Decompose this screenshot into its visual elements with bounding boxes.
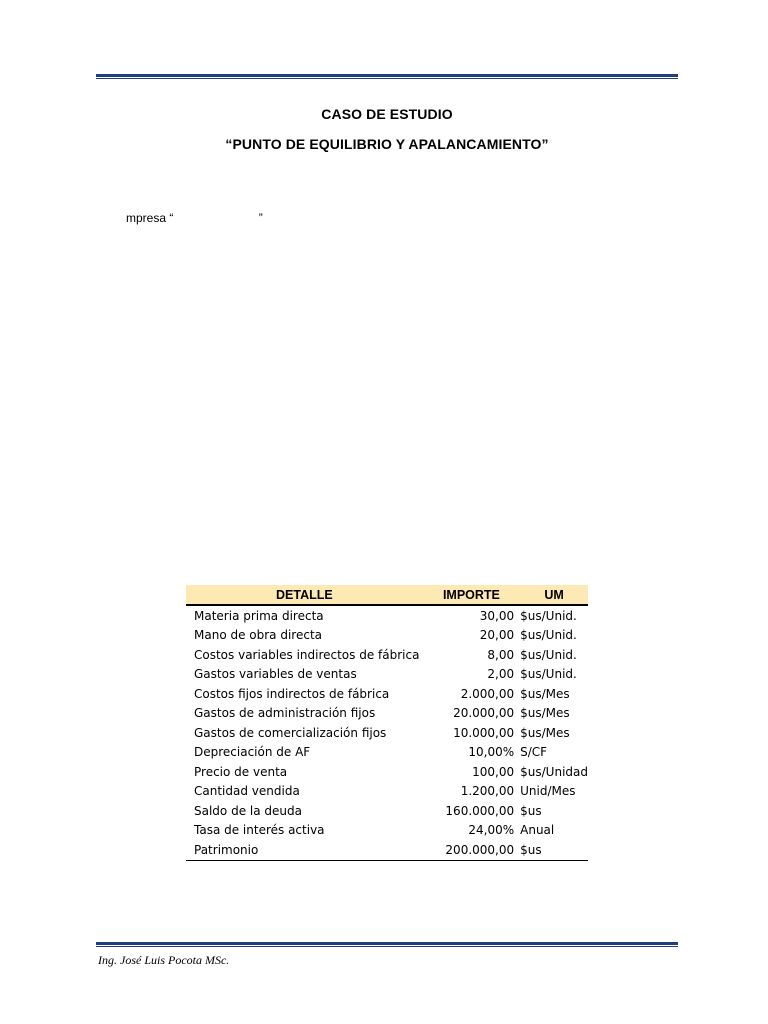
cell-importe: 30,00 xyxy=(479,608,515,623)
detail-table xyxy=(186,585,588,861)
cell-um: $us/Mes xyxy=(520,706,570,721)
cell-detalle: Costos fijos indirectos de fábrica xyxy=(194,686,390,701)
company-close-quote: ” xyxy=(258,211,263,225)
footer-rule xyxy=(96,942,678,947)
cell-importe: 1.200,00 xyxy=(460,784,515,799)
table-row xyxy=(186,704,588,724)
cell-importe: 20,00 xyxy=(479,628,515,643)
cell-um: $us/Unidad xyxy=(520,764,588,779)
column-header-detalle: DETALLE xyxy=(186,585,423,605)
cell-um: $us/Unid. xyxy=(520,667,577,682)
footer-author: Ing. José Luis Pocota MSc. xyxy=(98,953,230,967)
company-line xyxy=(126,211,263,225)
company-label: mpresa xyxy=(126,211,167,225)
column-header-um: UM xyxy=(520,585,588,605)
cell-importe: 2.000,00 xyxy=(460,686,515,701)
cell-detalle: Costos variables indirectos de fábrica xyxy=(194,647,420,662)
cell-detalle: Mano de obra directa xyxy=(194,628,323,643)
header-rule xyxy=(96,74,678,79)
cell-importe: 200.000,00 xyxy=(423,840,520,860)
cell-um: Unid/Mes xyxy=(520,784,576,799)
cell-importe: 10.000,00 xyxy=(453,725,515,740)
cell-um: Anual xyxy=(520,823,555,838)
table-row xyxy=(186,723,588,743)
document-subtitle: “PUNTO DE EQUILIBRIO Y APALANCAMIENTO” xyxy=(225,136,549,152)
cell-um: $us/Mes xyxy=(520,725,570,740)
table-row xyxy=(186,665,588,685)
cell-um: $us/Unid. xyxy=(520,608,577,623)
cell-um: $us xyxy=(520,803,542,818)
table-row xyxy=(186,762,588,782)
cell-detalle: Tasa de interés activa xyxy=(194,823,325,838)
table-header-row xyxy=(186,585,588,605)
cell-importe: 24,00% xyxy=(468,823,515,838)
table-row xyxy=(186,626,588,646)
cell-importe: 100,00 xyxy=(472,764,515,779)
table-row xyxy=(186,821,588,841)
cell-detalle: Patrimonio xyxy=(186,840,423,860)
cell-detalle: Cantidad vendida xyxy=(194,784,300,799)
cell-detalle: Precio de venta xyxy=(194,764,288,779)
column-header-importe: IMPORTE xyxy=(423,585,520,605)
cell-importe: 20.000,00 xyxy=(453,706,515,721)
cell-importe: 160.000,00 xyxy=(445,803,515,818)
cell-detalle: Saldo de la deuda xyxy=(194,803,302,818)
document-title: CASO DE ESTUDIO xyxy=(321,106,453,122)
cell-detalle: Gastos de administración fijos xyxy=(194,706,376,721)
cell-um: $us xyxy=(520,840,588,860)
table-row xyxy=(186,605,588,626)
cell-detalle: Gastos variables de ventas xyxy=(194,667,357,682)
cell-detalle: Materia prima directa xyxy=(194,608,324,623)
table-row xyxy=(186,782,588,802)
cell-um: $us/Unid. xyxy=(520,628,577,643)
cell-detalle: Gastos de comercialización fijos xyxy=(194,725,387,740)
table-row xyxy=(186,840,588,860)
cell-importe: 8,00 xyxy=(487,647,515,662)
cell-um: S/CF xyxy=(520,745,548,760)
cell-um: $us/Mes xyxy=(520,686,570,701)
table-row xyxy=(186,801,588,821)
table-row xyxy=(186,684,588,704)
cell-importe: 2,00 xyxy=(487,667,515,682)
company-open-quote: “ xyxy=(169,211,174,225)
table-row xyxy=(186,645,588,665)
cell-detalle: Depreciación de AF xyxy=(194,745,311,760)
cell-importe: 10,00% xyxy=(468,745,515,760)
cell-um: $us/Unid. xyxy=(520,647,577,662)
table-row xyxy=(186,743,588,763)
